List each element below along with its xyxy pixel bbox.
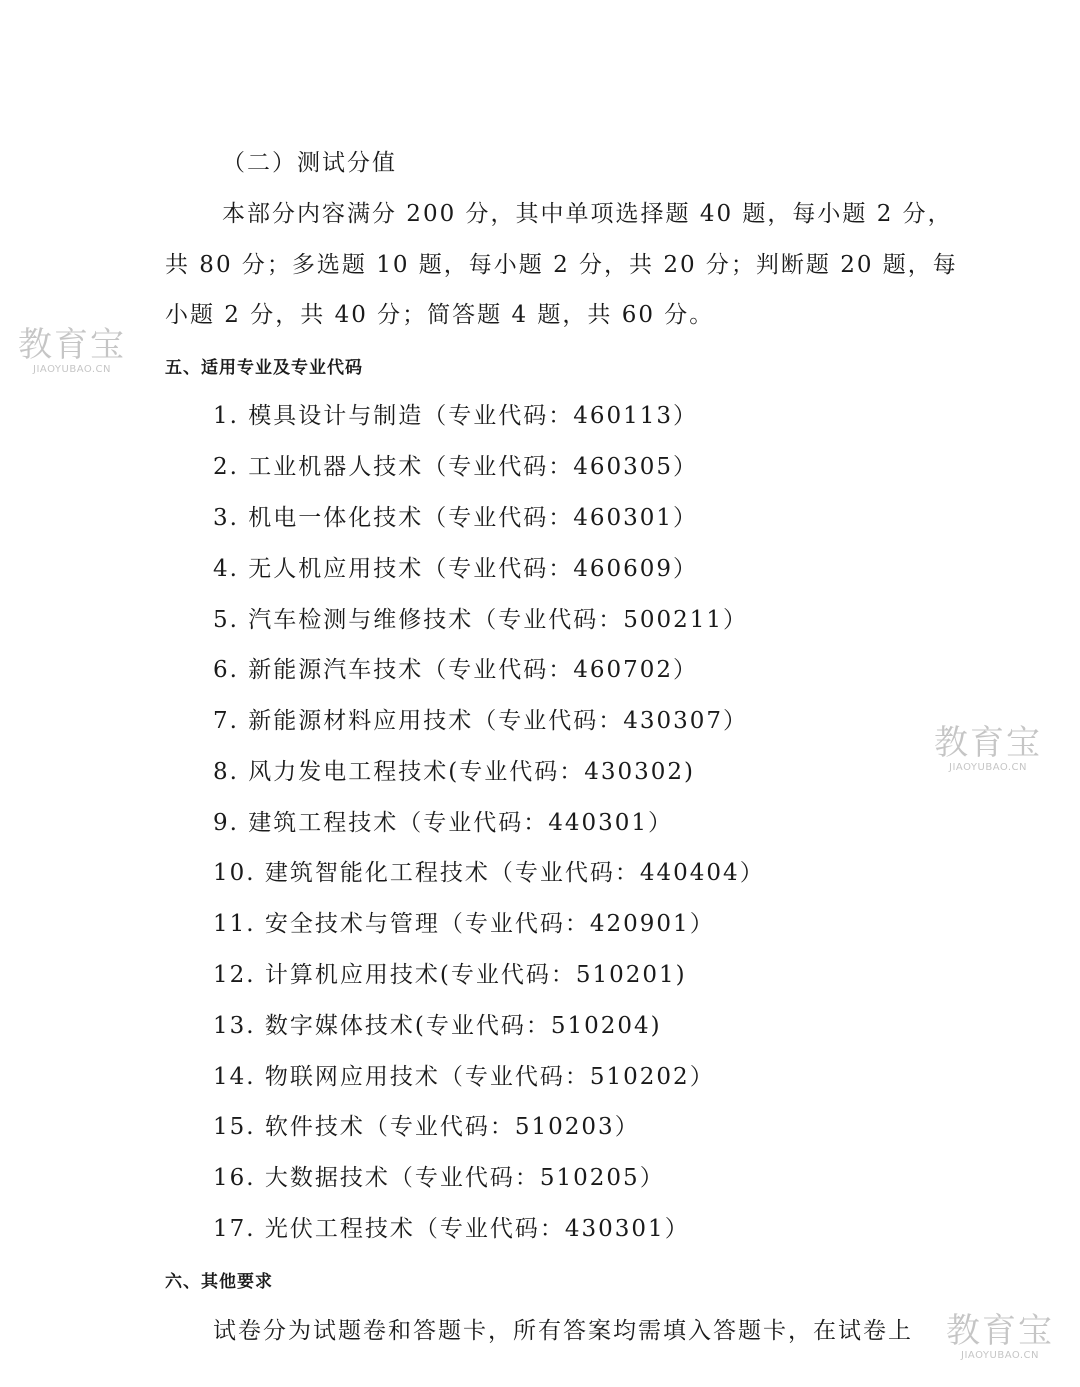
major-item: 6. 新能源汽车技术（专业代码：460702） [213, 657, 699, 683]
section6-paragraph: 试卷分为试题卷和答题卡，所有答案均需填入答题卡，在试卷上 [213, 1318, 913, 1344]
major-item: 7. 新能源材料应用技术（专业代码：430307） [213, 708, 749, 734]
watermark-logo [12, 326, 132, 376]
section5-heading: 五、适用专业及专业代码 [165, 358, 363, 378]
major-item: 12. 计算机应用技术(专业代码：510201) [213, 962, 687, 988]
section2-paragraph-line-2: 共 80 分；多选题 10 题，每小题 2 分，共 20 分；判断题 20 题，每 [165, 252, 958, 278]
major-item: 1. 模具设计与制造（专业代码：460113） [213, 403, 699, 429]
major-item: 15. 软件技术（专业代码：510203） [213, 1114, 640, 1140]
watermark-en: JIAOYUBAO.CN [949, 762, 1027, 773]
watermark-logo [940, 1312, 1060, 1362]
major-item: 4. 无人机应用技术（专业代码：460609） [213, 556, 699, 582]
major-item: 14. 物联网应用技术（专业代码：510202） [213, 1064, 715, 1090]
section6-heading: 六、其他要求 [165, 1272, 273, 1292]
watermark-cn: 教育宝 [934, 723, 1042, 763]
section2-paragraph-line-1: 本部分内容满分 200 分，其中单项选择题 40 题，每小题 2 分， [222, 201, 953, 227]
major-item: 10. 建筑智能化工程技术（专业代码：440404） [213, 860, 765, 886]
major-item: 17. 光伏工程技术（专业代码：430301） [213, 1216, 690, 1242]
major-item: 8. 风力发电工程技术(专业代码：430302) [213, 759, 696, 785]
major-item: 9. 建筑工程技术（专业代码：440301） [213, 810, 674, 836]
section2-title: （二）测试分值 [222, 150, 397, 176]
watermark-en: JIAOYUBAO.CN [33, 364, 111, 375]
major-item: 5. 汽车检测与维修技术（专业代码：500211） [213, 607, 749, 633]
major-item: 2. 工业机器人技术（专业代码：460305） [213, 454, 699, 480]
section2-paragraph-line-3: 小题 2 分，共 40 分；简答题 4 题，共 60 分。 [165, 302, 715, 328]
major-item: 16. 大数据技术（专业代码：510205） [213, 1165, 665, 1191]
watermark-logo [928, 724, 1048, 774]
watermark-cn: 教育宝 [946, 1311, 1054, 1351]
major-item: 13. 数字媒体技术(专业代码：510204) [213, 1013, 662, 1039]
major-item: 11. 安全技术与管理（专业代码：420901） [213, 911, 715, 937]
major-item: 3. 机电一体化技术（专业代码：460301） [213, 505, 699, 531]
watermark-en: JIAOYUBAO.CN [961, 1350, 1039, 1361]
watermark-cn: 教育宝 [18, 325, 126, 365]
